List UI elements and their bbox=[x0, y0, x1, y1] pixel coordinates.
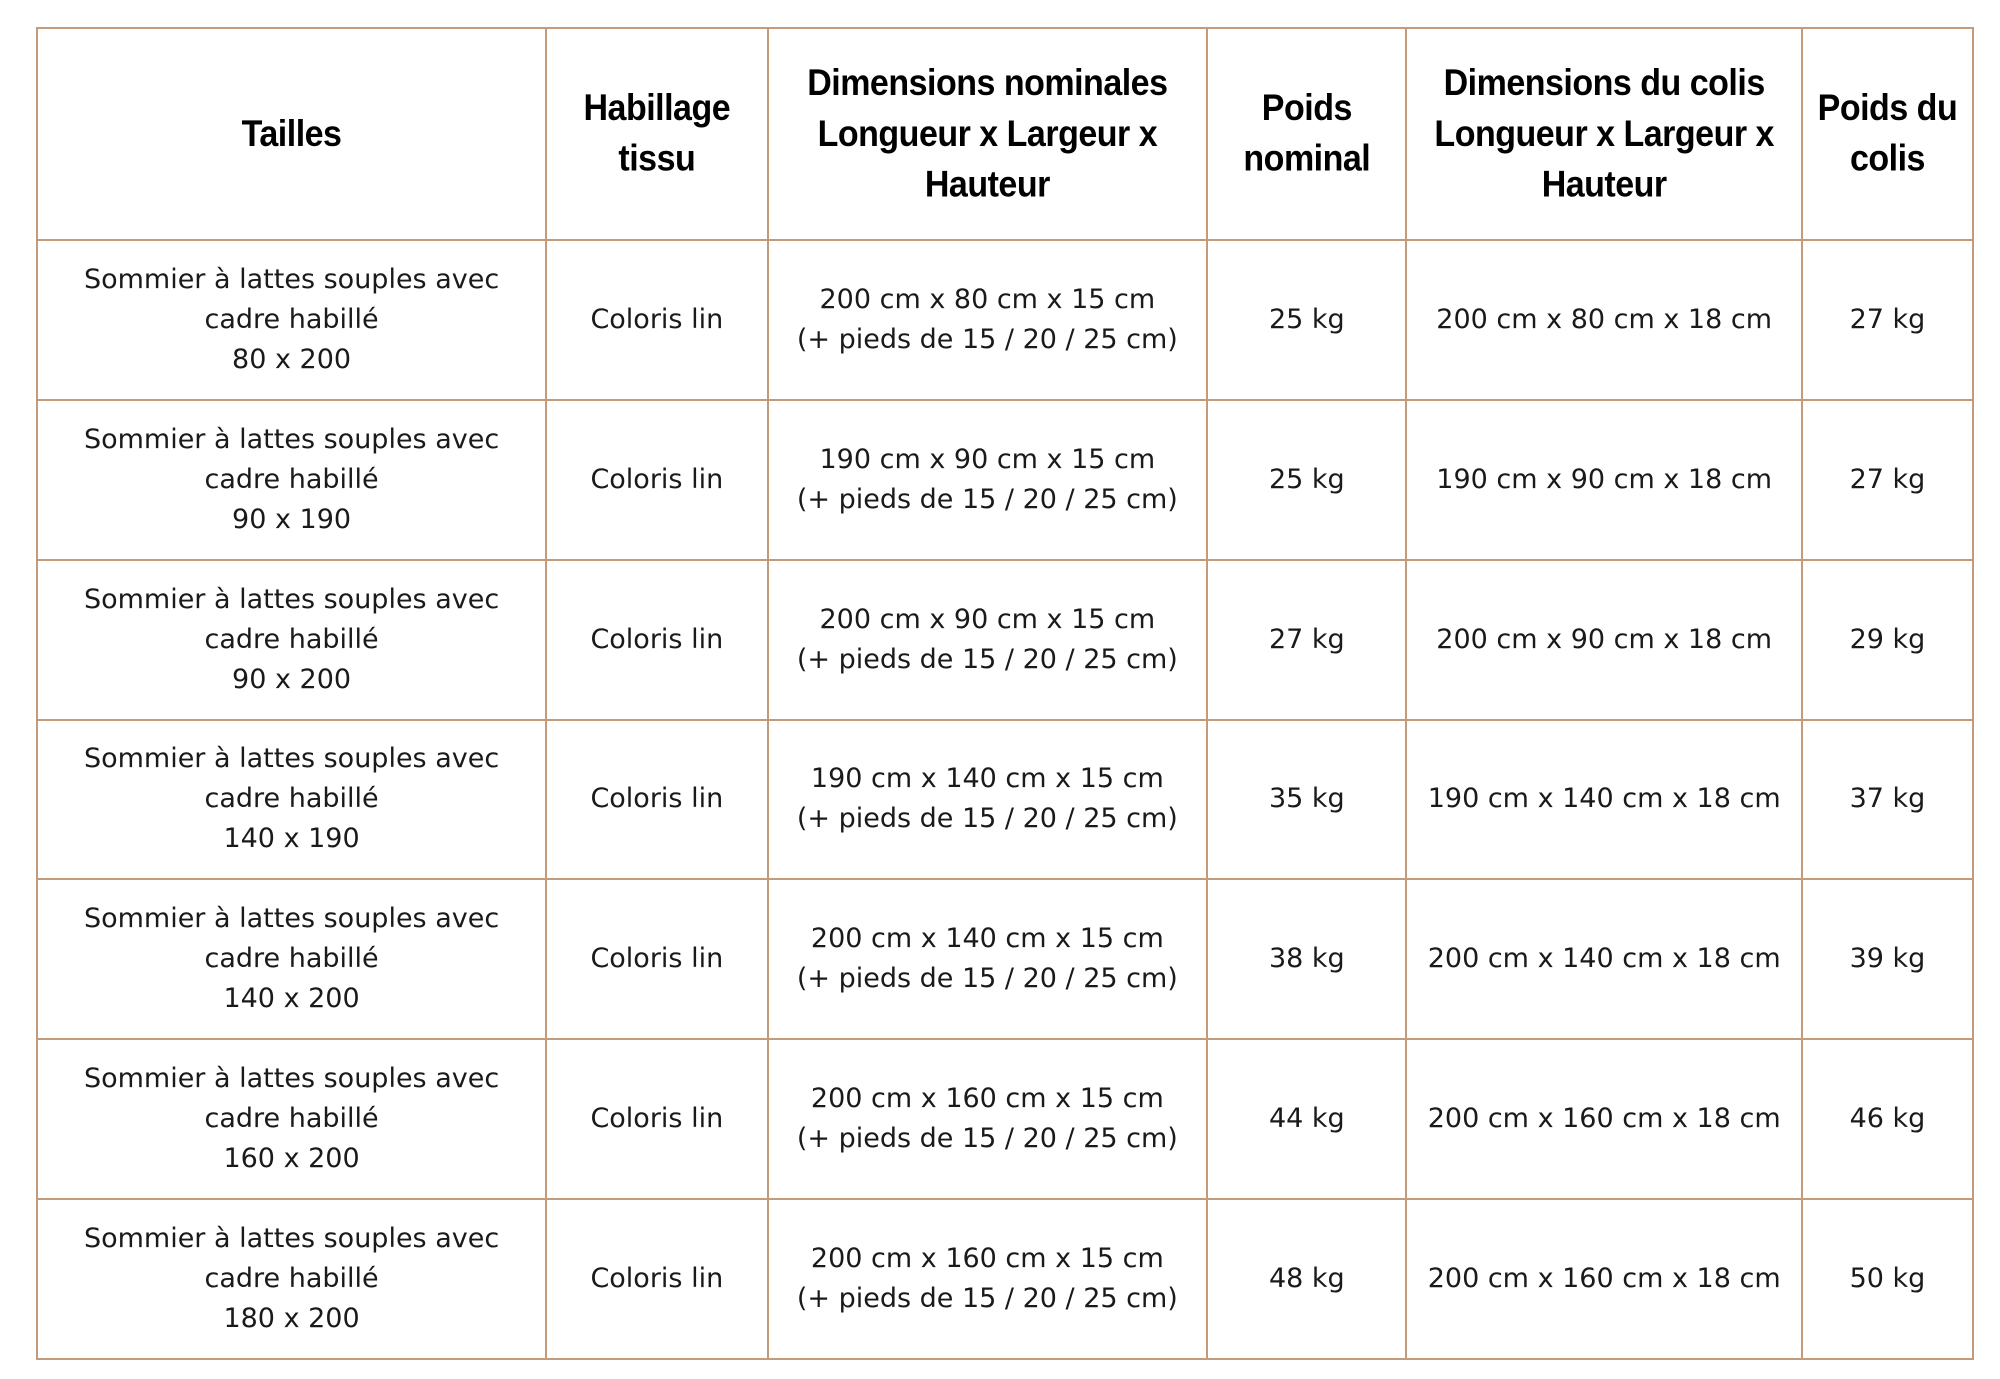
size-cell-line: cadre habillé bbox=[204, 943, 379, 975]
header-line: Tailles bbox=[241, 112, 342, 154]
size-cell-line: 140 x 190 bbox=[223, 823, 360, 855]
table-row bbox=[37, 1039, 1973, 1199]
fabric-cell-text: Coloris lin bbox=[590, 1263, 724, 1295]
nominal-weight-cell-text: 27 kg bbox=[1268, 623, 1345, 655]
header-line: Poids bbox=[1261, 87, 1352, 129]
nominal-weight-cell bbox=[1207, 240, 1406, 400]
header-line: colis bbox=[1849, 138, 1925, 180]
fabric-cell-text: Coloris lin bbox=[590, 303, 724, 335]
package-weight-cell-text: 37 kg bbox=[1849, 783, 1926, 815]
package-dimensions-cell bbox=[1406, 879, 1801, 1039]
nominal-dimensions-cell-line: 200 cm x 90 cm x 15 cm bbox=[819, 603, 1156, 635]
header-row bbox=[37, 28, 1973, 240]
fabric-cell-text: Coloris lin bbox=[590, 463, 724, 495]
nominal-weight-cell bbox=[1207, 879, 1406, 1039]
nominal-dimensions-cell-line: 190 cm x 140 cm x 15 cm bbox=[810, 763, 1164, 795]
nominal-dimensions-cell bbox=[768, 240, 1208, 400]
size-cell-line: Sommier à lattes souples avec bbox=[83, 1063, 500, 1095]
header-line: Hauteur bbox=[924, 163, 1050, 205]
nominal-weight-cell bbox=[1207, 720, 1406, 880]
package-dimensions-cell-text: 200 cm x 160 cm x 18 cm bbox=[1427, 1263, 1781, 1295]
package-dimensions-cell bbox=[1406, 560, 1801, 720]
header-package-weight bbox=[1802, 20, 1973, 249]
fabric-cell-text: Coloris lin bbox=[590, 1103, 724, 1135]
size-cell bbox=[37, 1199, 546, 1359]
size-cell bbox=[37, 240, 546, 400]
size-cell-line: cadre habillé bbox=[204, 1103, 379, 1135]
header-nominal-weight bbox=[1207, 20, 1406, 249]
size-cell-line: 90 x 190 bbox=[232, 503, 352, 535]
table-row bbox=[37, 400, 1973, 560]
package-dimensions-cell-text: 190 cm x 90 cm x 18 cm bbox=[1436, 463, 1773, 495]
nominal-weight-cell bbox=[1207, 400, 1406, 560]
size-cell-line: Sommier à lattes souples avec bbox=[83, 1223, 500, 1255]
package-weight-cell bbox=[1802, 400, 1973, 560]
nominal-dimensions-cell-line: (+ pieds de 15 / 20 / 25 cm) bbox=[796, 1123, 1178, 1155]
size-cell-line: Sommier à lattes souples avec bbox=[83, 263, 500, 295]
package-weight-cell-text: 29 kg bbox=[1849, 623, 1926, 655]
table-row bbox=[37, 560, 1973, 720]
size-cell-line: Sommier à lattes souples avec bbox=[83, 583, 500, 615]
package-weight-cell bbox=[1802, 240, 1973, 400]
size-cell-line: cadre habillé bbox=[204, 303, 379, 335]
size-cell bbox=[37, 560, 546, 720]
nominal-dimensions-cell bbox=[768, 879, 1208, 1039]
header-size bbox=[37, 20, 546, 249]
fabric-cell bbox=[546, 1039, 767, 1199]
table-header bbox=[37, 28, 1973, 240]
size-cell-line: 160 x 200 bbox=[223, 1143, 360, 1175]
size-cell bbox=[37, 879, 546, 1039]
header-line: Habillage bbox=[583, 87, 731, 129]
package-dimensions-cell-text: 190 cm x 140 cm x 18 cm bbox=[1427, 783, 1781, 815]
fabric-cell bbox=[546, 879, 767, 1039]
size-cell-line: cadre habillé bbox=[204, 783, 379, 815]
package-dimensions-cell-text: 200 cm x 80 cm x 18 cm bbox=[1436, 303, 1773, 335]
nominal-dimensions-cell bbox=[768, 560, 1208, 720]
nominal-dimensions-cell-line: 200 cm x 160 cm x 15 cm bbox=[810, 1243, 1164, 1275]
fabric-cell bbox=[546, 400, 767, 560]
package-weight-cell-text: 46 kg bbox=[1849, 1103, 1926, 1135]
header-line: Longueur x Largeur x bbox=[1434, 112, 1774, 154]
package-weight-cell bbox=[1802, 560, 1973, 720]
nominal-dimensions-cell bbox=[768, 720, 1208, 880]
fabric-cell-text: Coloris lin bbox=[590, 623, 724, 655]
nominal-dimensions-cell-line: (+ pieds de 15 / 20 / 25 cm) bbox=[796, 963, 1178, 995]
nominal-dimensions-cell-line: (+ pieds de 15 / 20 / 25 cm) bbox=[796, 483, 1178, 515]
nominal-dimensions-cell-line: 200 cm x 160 cm x 15 cm bbox=[810, 1083, 1164, 1115]
header-line: Dimensions du colis bbox=[1443, 62, 1765, 104]
package-dimensions-cell bbox=[1406, 720, 1801, 880]
header-line: Dimensions nominales bbox=[807, 62, 1168, 104]
package-dimensions-cell bbox=[1406, 400, 1801, 560]
nominal-dimensions-cell-line: 200 cm x 80 cm x 15 cm bbox=[819, 283, 1156, 315]
package-dimensions-cell-text: 200 cm x 160 cm x 18 cm bbox=[1427, 1103, 1781, 1135]
header-line: Hauteur bbox=[1541, 163, 1667, 205]
package-weight-cell-text: 27 kg bbox=[1849, 303, 1926, 335]
nominal-dimensions-cell bbox=[768, 400, 1208, 560]
nominal-dimensions-cell bbox=[768, 1199, 1208, 1359]
table-row bbox=[37, 1199, 1973, 1359]
nominal-dimensions-cell-line: (+ pieds de 15 / 20 / 25 cm) bbox=[796, 803, 1178, 835]
table-row bbox=[37, 879, 1973, 1039]
fabric-cell-text: Coloris lin bbox=[590, 943, 724, 975]
size-cell-line: Sommier à lattes souples avec bbox=[83, 743, 500, 775]
size-cell-line: 90 x 200 bbox=[232, 663, 352, 695]
size-cell-line: Sommier à lattes souples avec bbox=[83, 903, 500, 935]
size-cell-line: 80 x 200 bbox=[232, 343, 352, 375]
package-weight-cell bbox=[1802, 879, 1973, 1039]
fabric-cell bbox=[546, 240, 767, 400]
nominal-weight-cell-text: 44 kg bbox=[1268, 1103, 1345, 1135]
nominal-weight-cell-text: 25 kg bbox=[1268, 303, 1345, 335]
table-body bbox=[37, 240, 1973, 1359]
fabric-cell bbox=[546, 1199, 767, 1359]
table-row bbox=[37, 720, 1973, 880]
size-cell-line: 140 x 200 bbox=[223, 983, 360, 1015]
package-weight-cell-text: 39 kg bbox=[1849, 943, 1926, 975]
header-line: Longueur x Largeur x bbox=[817, 112, 1158, 154]
header-line: tissu bbox=[618, 138, 696, 180]
size-cell bbox=[37, 400, 546, 560]
size-cell bbox=[37, 1039, 546, 1199]
nominal-weight-cell bbox=[1207, 560, 1406, 720]
fabric-cell-text: Coloris lin bbox=[590, 783, 724, 815]
nominal-weight-cell-text: 25 kg bbox=[1268, 463, 1345, 495]
fabric-cell bbox=[546, 720, 767, 880]
package-dimensions-cell-text: 200 cm x 140 cm x 18 cm bbox=[1427, 943, 1781, 975]
nominal-dimensions-cell bbox=[768, 1039, 1208, 1199]
nominal-weight-cell bbox=[1207, 1039, 1406, 1199]
nominal-weight-cell-text: 38 kg bbox=[1268, 943, 1345, 975]
package-weight-cell-text: 50 kg bbox=[1849, 1263, 1926, 1295]
header-line: nominal bbox=[1243, 138, 1371, 180]
nominal-dimensions-cell-line: (+ pieds de 15 / 20 / 25 cm) bbox=[796, 323, 1178, 355]
package-dimensions-cell-text: 200 cm x 90 cm x 18 cm bbox=[1436, 623, 1773, 655]
header-fabric bbox=[546, 20, 767, 249]
size-cell-line: cadre habillé bbox=[204, 463, 379, 495]
product-spec-table bbox=[36, 27, 1974, 1360]
nominal-dimensions-cell-line: (+ pieds de 15 / 20 / 25 cm) bbox=[796, 643, 1178, 675]
size-cell-line: cadre habillé bbox=[204, 1263, 379, 1295]
header-line: Poids du bbox=[1817, 87, 1958, 129]
package-dimensions-cell bbox=[1406, 1039, 1801, 1199]
package-weight-cell bbox=[1802, 1039, 1973, 1199]
size-cell-line: Sommier à lattes souples avec bbox=[83, 423, 500, 455]
header-package-dimensions bbox=[1406, 20, 1801, 249]
package-weight-cell bbox=[1802, 1199, 1973, 1359]
nominal-dimensions-cell-line: (+ pieds de 15 / 20 / 25 cm) bbox=[796, 1283, 1178, 1315]
table-row bbox=[37, 240, 1973, 400]
package-weight-cell-text: 27 kg bbox=[1849, 463, 1926, 495]
nominal-dimensions-cell-line: 200 cm x 140 cm x 15 cm bbox=[810, 923, 1164, 955]
nominal-weight-cell bbox=[1207, 1199, 1406, 1359]
nominal-dimensions-cell-line: 190 cm x 90 cm x 15 cm bbox=[819, 443, 1156, 475]
size-cell bbox=[37, 720, 546, 880]
package-dimensions-cell bbox=[1406, 1199, 1801, 1359]
nominal-weight-cell-text: 35 kg bbox=[1268, 783, 1345, 815]
package-weight-cell bbox=[1802, 720, 1973, 880]
header-nominal-dimensions bbox=[768, 20, 1208, 249]
fabric-cell bbox=[546, 560, 767, 720]
nominal-weight-cell-text: 48 kg bbox=[1268, 1263, 1345, 1295]
size-cell-line: 180 x 200 bbox=[223, 1303, 360, 1335]
package-dimensions-cell bbox=[1406, 240, 1801, 400]
size-cell-line: cadre habillé bbox=[204, 623, 379, 655]
